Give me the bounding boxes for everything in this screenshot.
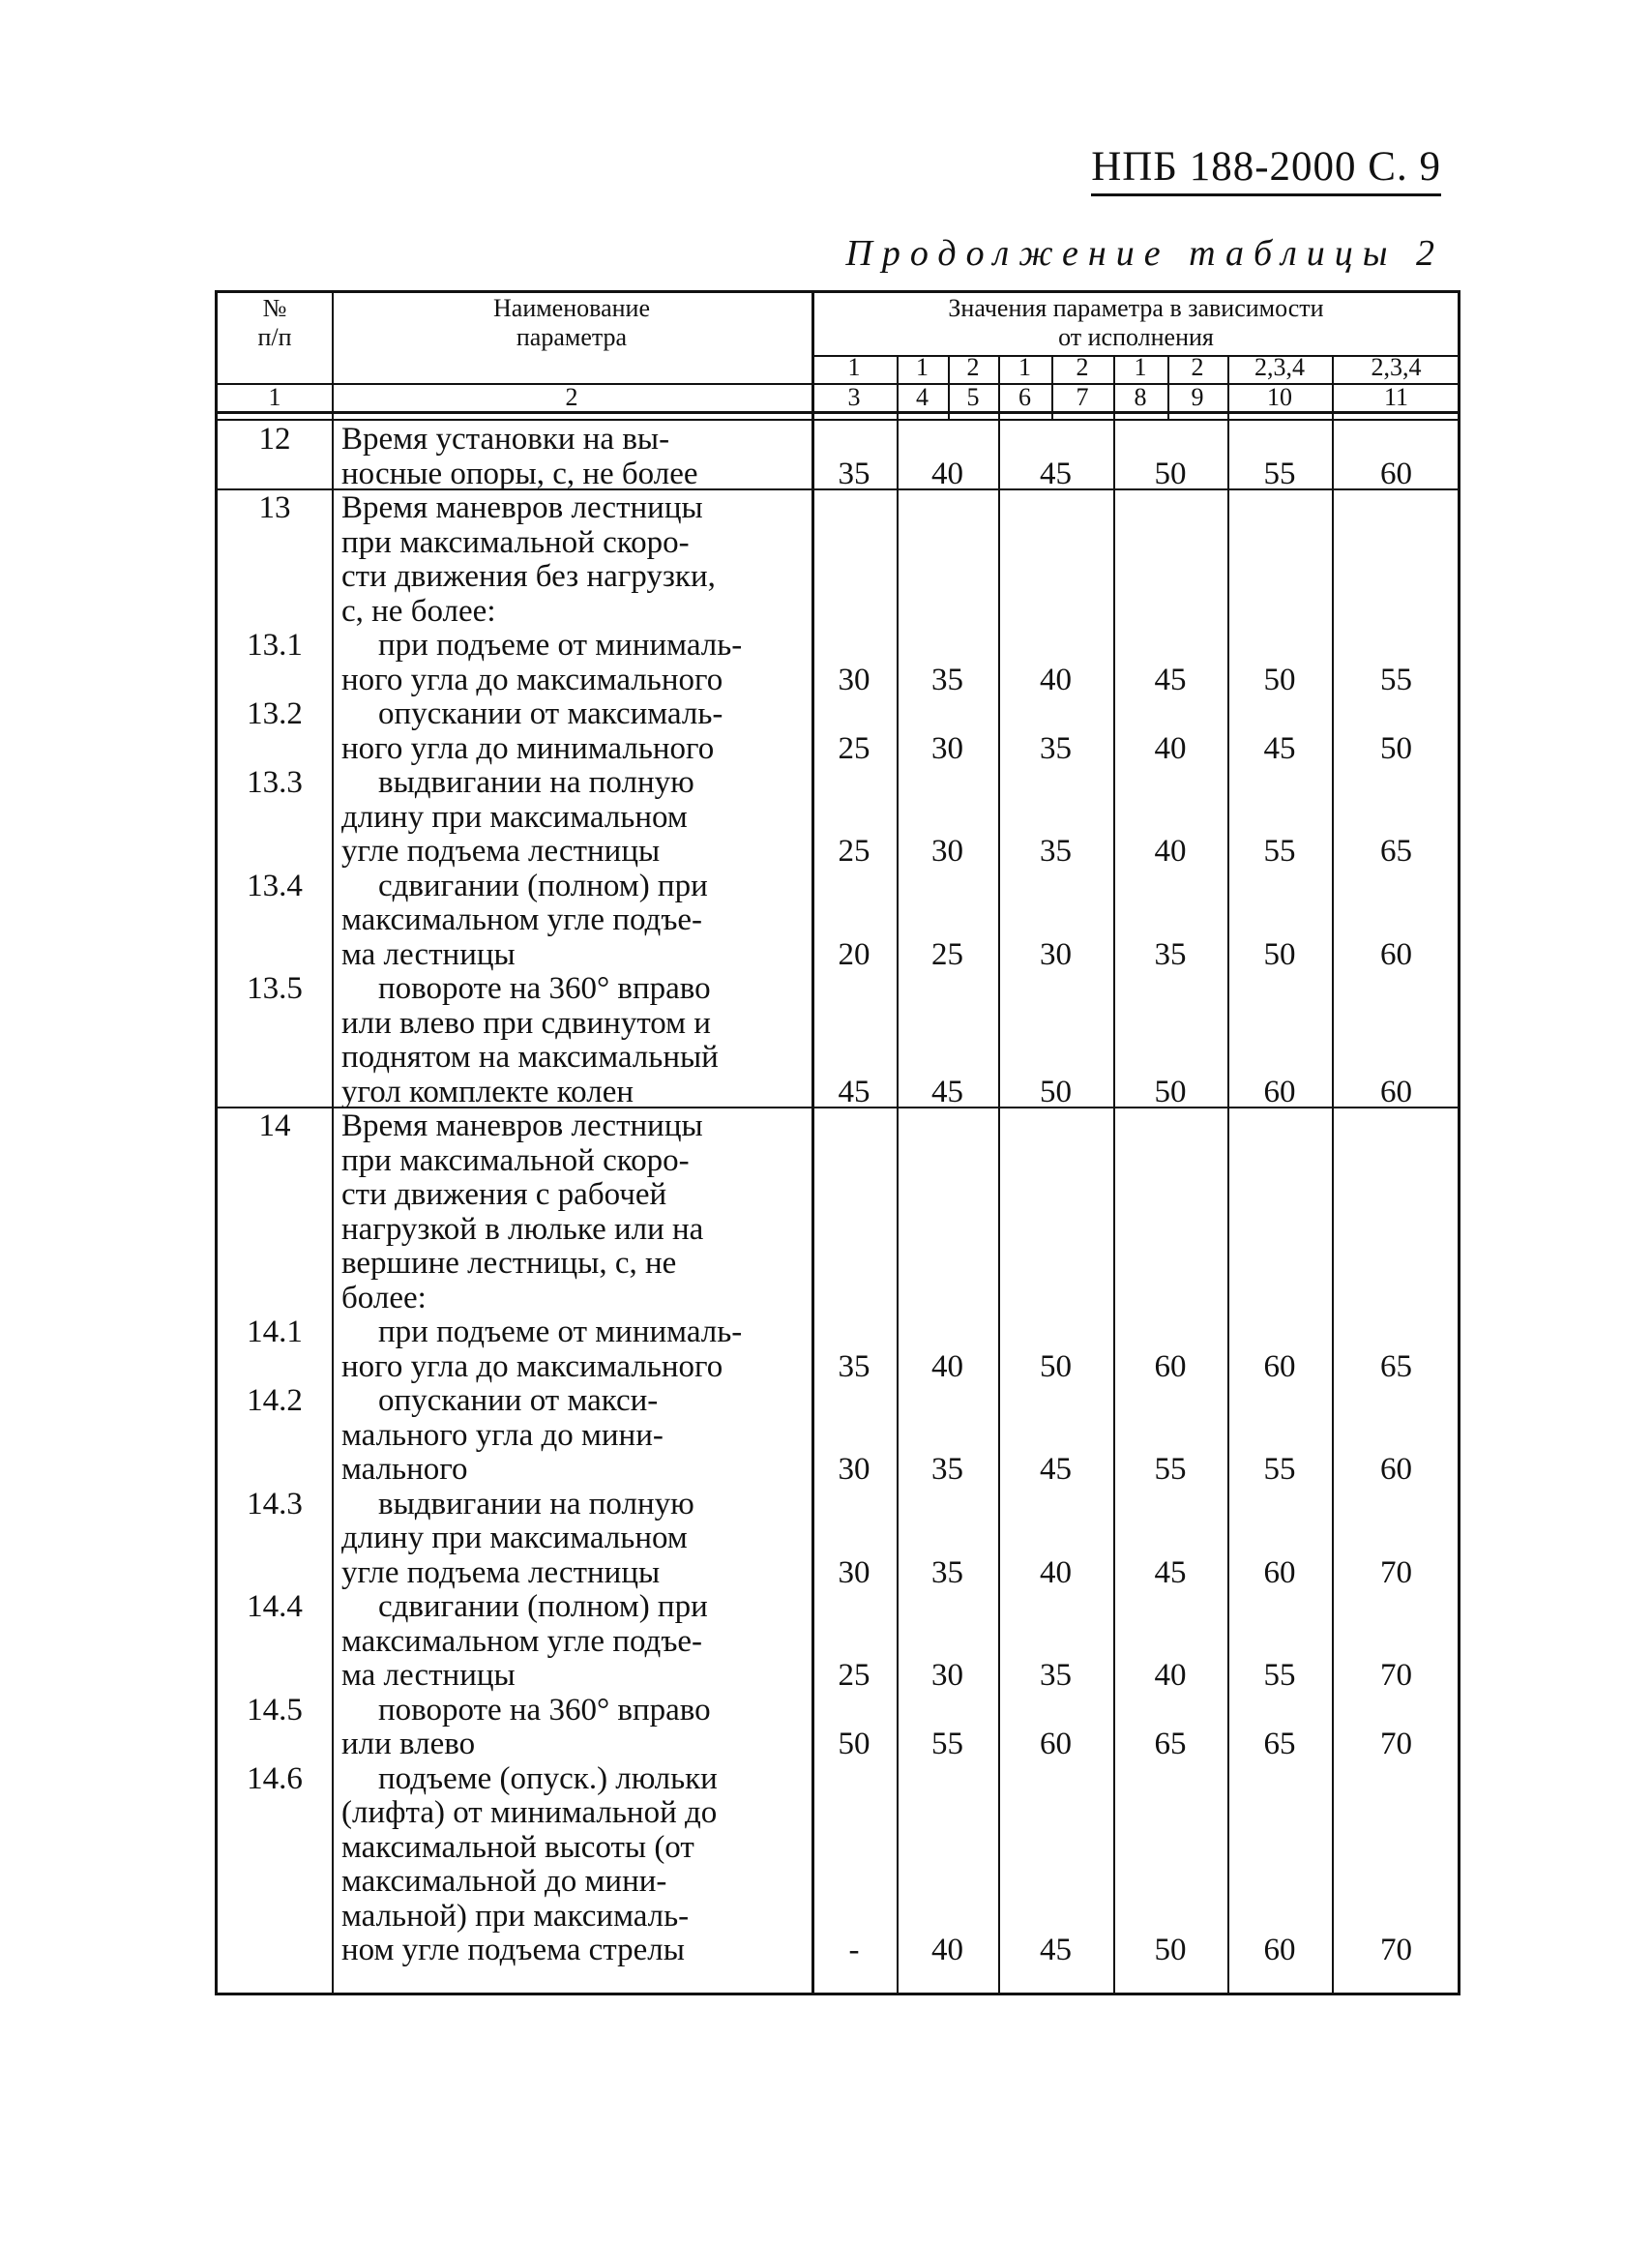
value-cell: 70 — [1380, 1933, 1412, 1967]
value-cell: 25 — [931, 936, 963, 972]
parameter-text: сти движения без нагрузки, — [341, 559, 716, 594]
column-rule — [332, 293, 334, 1995]
parameter-text: повороте на 360° вправо — [378, 1692, 711, 1728]
value-cell: 40 — [1154, 834, 1187, 869]
parameter-text: вершине лестницы, с, не — [341, 1246, 677, 1281]
row-group-rule — [218, 1107, 1460, 1108]
value-cell: 70 — [1380, 1658, 1412, 1693]
value-cell: 20 — [838, 936, 870, 972]
value-cell: 35 — [931, 662, 963, 697]
column-number-cell: 4 — [916, 383, 929, 411]
parameter-text: сти движения с рабочей — [341, 1177, 667, 1212]
value-cell: - — [848, 1933, 860, 1967]
value-cell: 35 — [931, 1554, 963, 1590]
value-cell: 50 — [1154, 1933, 1187, 1967]
value-cell: 35 — [838, 456, 870, 491]
value-cell: 65 — [1380, 1348, 1412, 1384]
column-number-cell: 2 — [565, 383, 578, 411]
parameter-text: при максимальной скоро- — [341, 1142, 690, 1178]
value-cell: 70 — [1380, 1727, 1412, 1761]
parameter-text: нагрузкой в люльке или на — [341, 1211, 704, 1247]
column-number-cell: 1 — [268, 383, 281, 411]
parameter-text: ма лестницы — [341, 1658, 516, 1693]
value-cell: 30 — [838, 1452, 870, 1487]
value-cell: 35 — [1040, 730, 1072, 766]
column-rule — [1167, 355, 1169, 419]
parameter-text: поднятом на максимальный — [341, 1040, 719, 1075]
parameter-text: повороте на 360° вправо — [378, 971, 711, 1006]
header-rule — [218, 419, 1460, 421]
row-number: 14.2 — [247, 1383, 303, 1418]
row-number: 14.4 — [247, 1589, 303, 1624]
variant-cell: 2 — [1191, 353, 1204, 381]
parameter-text: выдвигании на полную — [378, 765, 694, 800]
parameter-text: мального угла до мини- — [341, 1417, 664, 1453]
value-cell: 40 — [1040, 1554, 1072, 1590]
value-cell: 60 — [1263, 1554, 1296, 1590]
value-cell: 65 — [1154, 1727, 1187, 1761]
row-number: 13.2 — [247, 696, 303, 731]
row-number: 14.5 — [247, 1692, 303, 1728]
value-cell: 65 — [1380, 834, 1412, 869]
parameter-text: сдвигании (полном) при — [378, 868, 708, 903]
value-cell: 60 — [1263, 1074, 1296, 1109]
row-number: 12 — [258, 422, 291, 457]
value-cell: 55 — [1263, 456, 1296, 491]
parameter-text: выдвигании на полную — [378, 1486, 694, 1521]
parameter-text: угле подъема лестницы — [341, 834, 661, 869]
column-number-cell: 10 — [1267, 383, 1292, 411]
column-number-cell: 3 — [847, 383, 861, 411]
parameter-text: опускании от максималь- — [378, 696, 723, 731]
value-cell: 50 — [1263, 936, 1296, 972]
column-number-cell: 11 — [1383, 383, 1409, 411]
parameter-text: носные опоры, с, не более — [341, 456, 698, 491]
parameter-text: ного угла до максимального — [341, 662, 723, 697]
value-cell: 50 — [1380, 730, 1412, 766]
value-cell: 40 — [931, 1348, 963, 1384]
column-number-cell: 5 — [966, 383, 980, 411]
parameter-text: сдвигании (полном) при — [378, 1589, 708, 1624]
value-cell: 35 — [931, 1452, 963, 1487]
row-group-rule — [218, 488, 1460, 490]
parameter-text: ного угла до минимального — [341, 730, 715, 766]
value-cell: 30 — [931, 730, 963, 766]
parameter-text: при максимальной скоро- — [341, 524, 690, 560]
value-cell: 40 — [931, 1933, 963, 1967]
variant-cell: 1 — [847, 353, 861, 381]
parameter-text: (лифта) от минимальной до — [341, 1795, 718, 1830]
variant-cell: 2 — [1076, 353, 1089, 381]
row-number: 13.3 — [247, 765, 303, 800]
value-cell: 45 — [1040, 1452, 1072, 1487]
header-values-label: Значения параметра в зависимости — [948, 294, 1324, 322]
parameter-text: Время установки на вы- — [341, 422, 670, 457]
header-name-label: параметра — [516, 323, 628, 351]
parameter-text: угол комплекте колен — [341, 1074, 634, 1109]
header-rule — [811, 355, 1460, 357]
value-cell: 45 — [1154, 1554, 1187, 1590]
value-cell: 40 — [1154, 730, 1187, 766]
value-cell: 60 — [1040, 1727, 1072, 1761]
value-cell: 60 — [1263, 1933, 1296, 1967]
value-cell: 40 — [1154, 1658, 1187, 1693]
value-cell: 45 — [1263, 730, 1296, 766]
column-rule — [948, 355, 950, 419]
column-rule — [1051, 355, 1053, 419]
value-cell: 45 — [1154, 662, 1187, 697]
value-cell: 35 — [838, 1348, 870, 1384]
header-rule — [218, 383, 1460, 385]
value-cell: 60 — [1380, 456, 1412, 491]
variant-cell: 2,3,4 — [1371, 353, 1422, 381]
column-number-cell: 9 — [1191, 383, 1204, 411]
parameter-text: длину при максимальном — [341, 1521, 688, 1555]
value-cell: 60 — [1380, 936, 1412, 972]
value-cell: 35 — [1154, 936, 1187, 972]
header-values-label: от исполнения — [1058, 323, 1214, 351]
value-cell: 25 — [838, 1658, 870, 1693]
parameter-text: мальной) при максималь- — [341, 1898, 690, 1934]
value-cell: 60 — [1380, 1074, 1412, 1109]
value-cell: 25 — [838, 730, 870, 766]
parameter-text: максимальном угле подъе- — [341, 902, 703, 937]
parameter-text: при подъеме от минималь- — [378, 628, 743, 663]
value-cell: 45 — [838, 1074, 870, 1109]
value-cell: 40 — [931, 456, 963, 491]
value-cell: 50 — [1263, 662, 1296, 697]
column-number-cell: 6 — [1018, 383, 1031, 411]
value-cell: 30 — [838, 662, 870, 697]
variant-cell: 2 — [966, 353, 980, 381]
value-cell: 45 — [1040, 1933, 1072, 1967]
value-cell: 25 — [838, 834, 870, 869]
header-num-label: п/п — [257, 323, 292, 351]
value-cell: 60 — [1380, 1452, 1412, 1487]
page-header: НПБ 188-2000 С. 9 — [1091, 143, 1441, 196]
parameter-text: максимальной до мини- — [341, 1864, 667, 1899]
variant-cell: 1 — [916, 353, 929, 381]
parameter-text: угле подъема лестницы — [341, 1554, 661, 1590]
parameter-text: Время маневров лестницы — [341, 1108, 703, 1143]
value-cell: 55 — [1263, 1658, 1296, 1693]
parameter-text: или влево при сдвинутом и — [341, 1005, 711, 1041]
parameter-text: подъеме (опуск.) люльки — [378, 1760, 718, 1796]
value-cell: 45 — [1040, 456, 1072, 491]
value-cell: 55 — [1263, 1452, 1296, 1487]
parameter-text: максимальном угле подъе- — [341, 1623, 703, 1659]
value-cell: 30 — [838, 1554, 870, 1590]
table-caption: Продолжение таблицы 2 — [845, 233, 1444, 274]
value-cell: 50 — [838, 1727, 870, 1761]
value-cell: 55 — [931, 1727, 963, 1761]
value-cell: 40 — [1040, 662, 1072, 697]
parameter-text: с, не более: — [341, 593, 496, 629]
column-number-cell: 7 — [1076, 383, 1089, 411]
value-cell: 30 — [931, 834, 963, 869]
parameter-text: ного угла до максимального — [341, 1348, 723, 1384]
header-rule — [218, 411, 1460, 414]
parameter-text: мального — [341, 1452, 468, 1487]
row-number: 13 — [258, 490, 291, 525]
variant-cell: 1 — [1018, 353, 1031, 381]
header-name-label: Наименование — [493, 294, 650, 322]
value-cell: 45 — [931, 1074, 963, 1109]
value-cell: 50 — [1154, 456, 1187, 491]
value-cell: 30 — [1040, 936, 1072, 972]
value-cell: 50 — [1040, 1348, 1072, 1384]
column-number-cell: 8 — [1134, 383, 1147, 411]
parameter-text: ном угле подъема стрелы — [341, 1933, 685, 1967]
value-cell: 50 — [1154, 1074, 1187, 1109]
variant-cell: 1 — [1134, 353, 1147, 381]
row-number: 14.1 — [247, 1315, 303, 1349]
value-cell: 60 — [1154, 1348, 1187, 1384]
parameter-text: при подъеме от минималь- — [378, 1315, 743, 1349]
value-cell: 55 — [1154, 1452, 1187, 1487]
parameter-text: максимальной высоты (от — [341, 1829, 694, 1865]
row-number: 13.4 — [247, 868, 303, 903]
value-cell: 60 — [1263, 1348, 1296, 1384]
row-number: 14.6 — [247, 1760, 303, 1796]
value-cell: 50 — [1040, 1074, 1072, 1109]
parameter-text: или влево — [341, 1727, 476, 1761]
value-cell: 65 — [1263, 1727, 1296, 1761]
value-cell: 55 — [1263, 834, 1296, 869]
row-number: 14 — [258, 1108, 291, 1143]
value-cell: 55 — [1380, 662, 1412, 697]
parameter-text: Время маневров лестницы — [341, 490, 703, 525]
value-cell: 35 — [1040, 1658, 1072, 1693]
header-num-label: № — [262, 294, 287, 322]
parameter-text: опускании от макси- — [378, 1383, 659, 1418]
value-cell: 30 — [931, 1658, 963, 1693]
parameter-text: длину при максимальном — [341, 799, 688, 835]
row-number: 13.1 — [247, 628, 303, 663]
parameter-text: более: — [341, 1280, 427, 1315]
parameters-table — [215, 290, 1460, 1995]
row-number: 14.3 — [247, 1486, 303, 1521]
parameter-text: ма лестницы — [341, 936, 516, 972]
row-number: 13.5 — [247, 971, 303, 1006]
value-cell: 70 — [1380, 1554, 1412, 1590]
value-cell: 35 — [1040, 834, 1072, 869]
variant-cell: 2,3,4 — [1254, 353, 1305, 381]
